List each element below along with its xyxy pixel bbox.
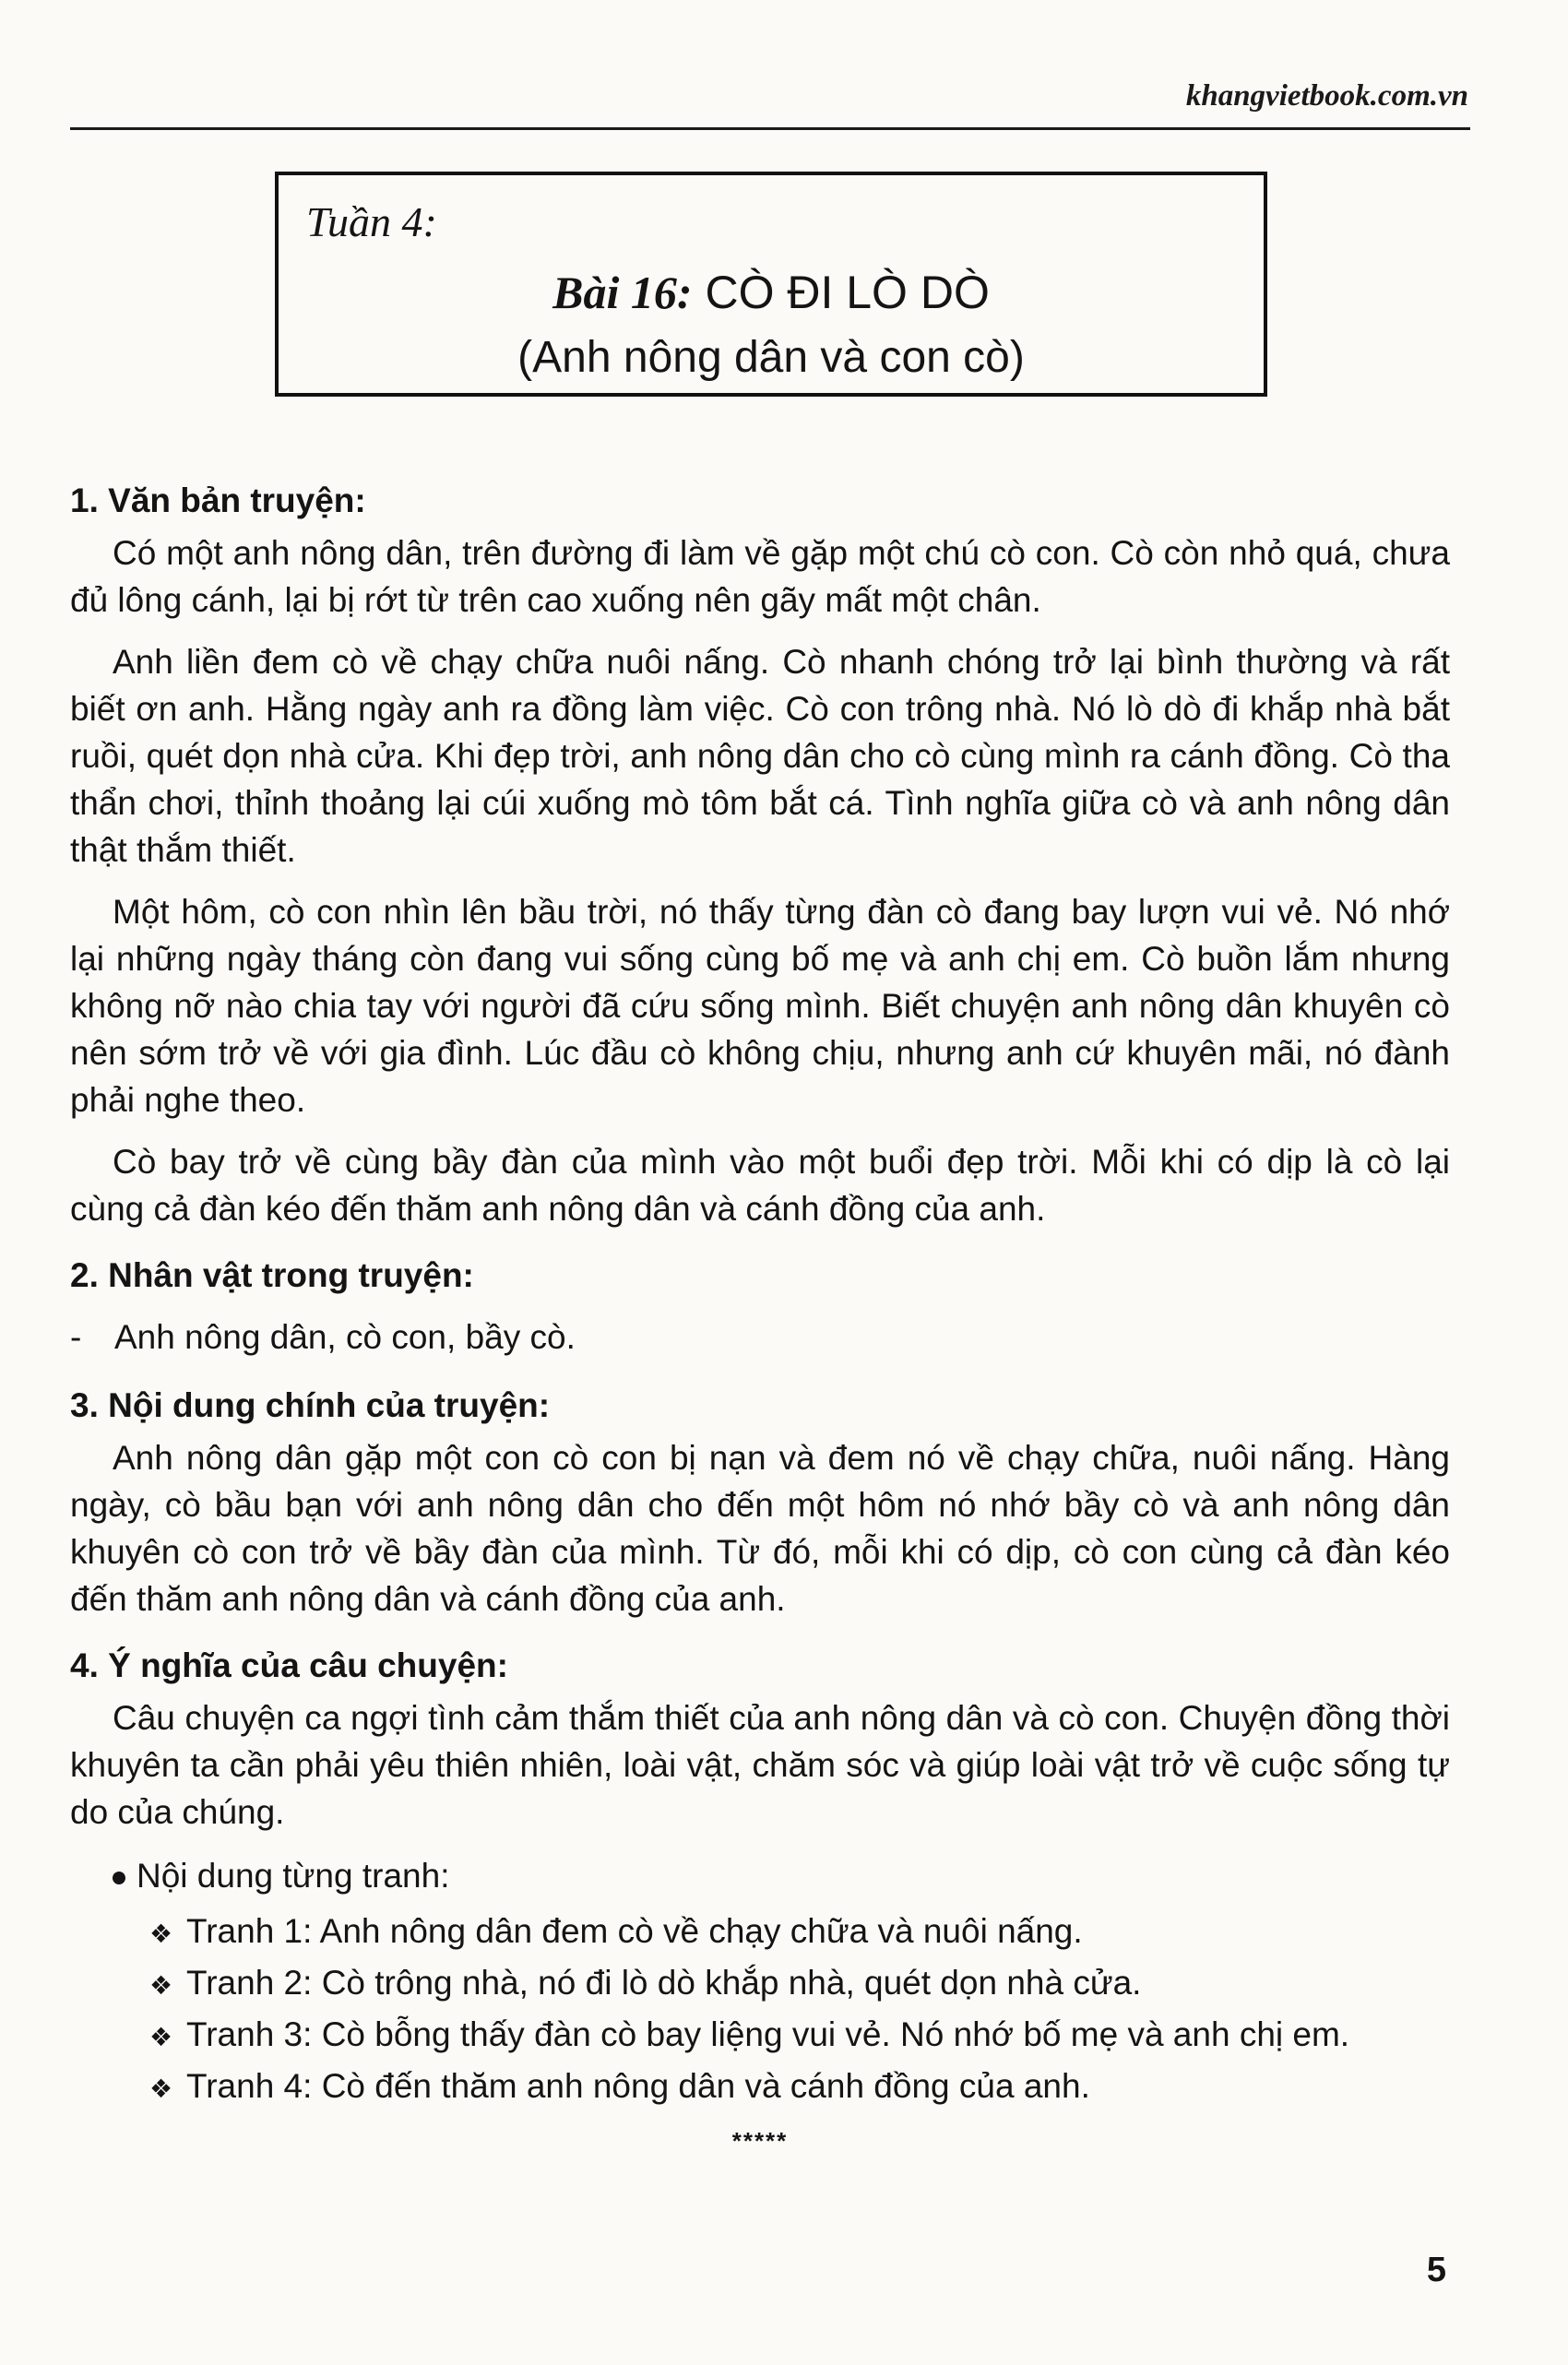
week-label: Tuần 4: <box>306 198 437 245</box>
picture-item <box>70 1907 1450 1958</box>
picture-text: Tranh 4: Cò đến thăm anh nông dân và cánh đồng của anh. <box>186 2067 1090 2105</box>
lesson-title-line <box>279 266 1264 319</box>
pictures-list <box>70 1907 1450 2113</box>
characters-item <box>70 1313 1450 1361</box>
bullet-icon <box>113 1872 125 1884</box>
page-number: 5 <box>1426 2251 1446 2289</box>
section-heading-main-content: 3. Nội dung chính của truyện: <box>70 1386 551 1424</box>
picture-text: Tranh 1: Anh nông dân đem cò về chạy chữa và nuôi nấng. <box>186 1912 1083 1950</box>
picture-item <box>70 2010 1450 2062</box>
diamond-icon: ❖ <box>149 1971 173 2000</box>
characters-text: Anh nông dân, cò con, bầy cò. <box>114 1318 576 1356</box>
story-paragraph-1: Có một anh nông dân, trên đường đi làm về gặp một chú cò con. Cò còn nhỏ quá, chưa đủ lông cánh, lại bị rớt từ trên cao xuống nên gãy mất một chân. <box>70 534 1450 619</box>
story-paragraph-4: Cò bay trở về cùng bầy đàn của mình vào một buổi đẹp trời. Mỗi khi có dịp là cò lại cùng cả đàn kéo đến thăm anh nông dân và cánh đồng của anh. <box>70 1143 1450 1228</box>
pictures-heading <box>113 1852 1450 1899</box>
story-paragraph-3: Một hôm, cò con nhìn lên bầu trời, nó thấy từng đàn cò đang bay lượn vui vẻ. Nó nhớ lại những ngày tháng còn đang vui sống cùng bố mẹ và anh chị em. Cò buồn lắm nhưng không nỡ nào chia tay với người đã cứu sống mình. Biết chuyện anh nông dân khuyên cò nên sớm trở về với gia đình. Lúc đầu cò không chịu, nhưng anh cứ khuyên mãi, nó đành phải nghe theo. <box>70 893 1450 1119</box>
diamond-icon: ❖ <box>149 2074 173 2103</box>
picture-item <box>70 1958 1450 2010</box>
picture-text: Tranh 3: Cò bỗng thấy đàn cò bay liệng vui vẻ. Nó nhớ bố mẹ và anh chị em. <box>186 2015 1350 2053</box>
end-mark: ***** <box>731 2127 789 2155</box>
picture-text: Tranh 2: Cò trông nhà, nó đi lò dò khắp nhà, quét dọn nhà cửa. <box>186 1964 1142 2002</box>
title-box <box>275 172 1267 397</box>
story-paragraph-2: Anh liền đem cò về chạy chữa nuôi nấng. Cò nhanh chóng trở lại bình thường và rất biết ơn anh. Hằng ngày anh ra đồng làm việc. Cò con trông nhà. Nó lò dò đi khắp nhà bắt ruồi, quét dọn nhà cửa. Khi đẹp trời, anh nông dân cho cò cùng mình ra cánh đồng. Cò tha thẩn chơi, thỉnh thoảng lại cúi xuống mò tôm bắt cá. Tình nghĩa giữa cò và anh nông dân thật thắm thiết. <box>70 643 1450 869</box>
picture-item <box>70 2062 1450 2113</box>
pictures-heading-text: Nội dung từng tranh: <box>137 1857 450 1895</box>
lesson-subtitle: (Anh nông dân và con cò) <box>517 333 1025 382</box>
main-content-paragraph: Anh nông dân gặp một con cò con bị nạn và đem nó về chạy chữa, nuôi nấng. Hàng ngày, cò bầu bạn với anh nông dân cho đến một hôm nó nhớ bầy cò và anh nông dân khuyên cò con trở về bầy đàn của mình. Từ đó, mỗi khi có dịp, cò con cùng cả đàn kéo đến thăm anh nông dân và cánh đồng của anh. <box>70 1439 1450 1618</box>
section-heading-characters: 2. Nhân vật trong truyện: <box>70 1256 474 1294</box>
meaning-paragraph: Câu chuyện ca ngợi tình cảm thắm thiết của anh nông dân và cò con. Chuyện đồng thời khuyên ta cần phải yêu thiên nhiên, loài vật, chăm sóc và giúp loài vật trở về cuộc sống tự do của chúng. <box>70 1699 1450 1831</box>
section-heading-meaning: 4. Ý nghĩa của câu chuyện: <box>70 1646 508 1684</box>
lesson-title: CÒ ĐI LÒ DÒ <box>705 267 990 318</box>
lesson-label: Bài 16: <box>552 267 693 318</box>
section-heading-text: 1. Văn bản truyện: <box>70 481 366 519</box>
content <box>70 472 1450 2159</box>
site-url: khangvietbook.com.vn <box>1185 79 1468 113</box>
diamond-icon: ❖ <box>149 2023 173 2051</box>
diamond-icon: ❖ <box>149 1919 173 1948</box>
header-rule <box>70 127 1470 130</box>
dash-marker: - <box>70 1318 82 1356</box>
